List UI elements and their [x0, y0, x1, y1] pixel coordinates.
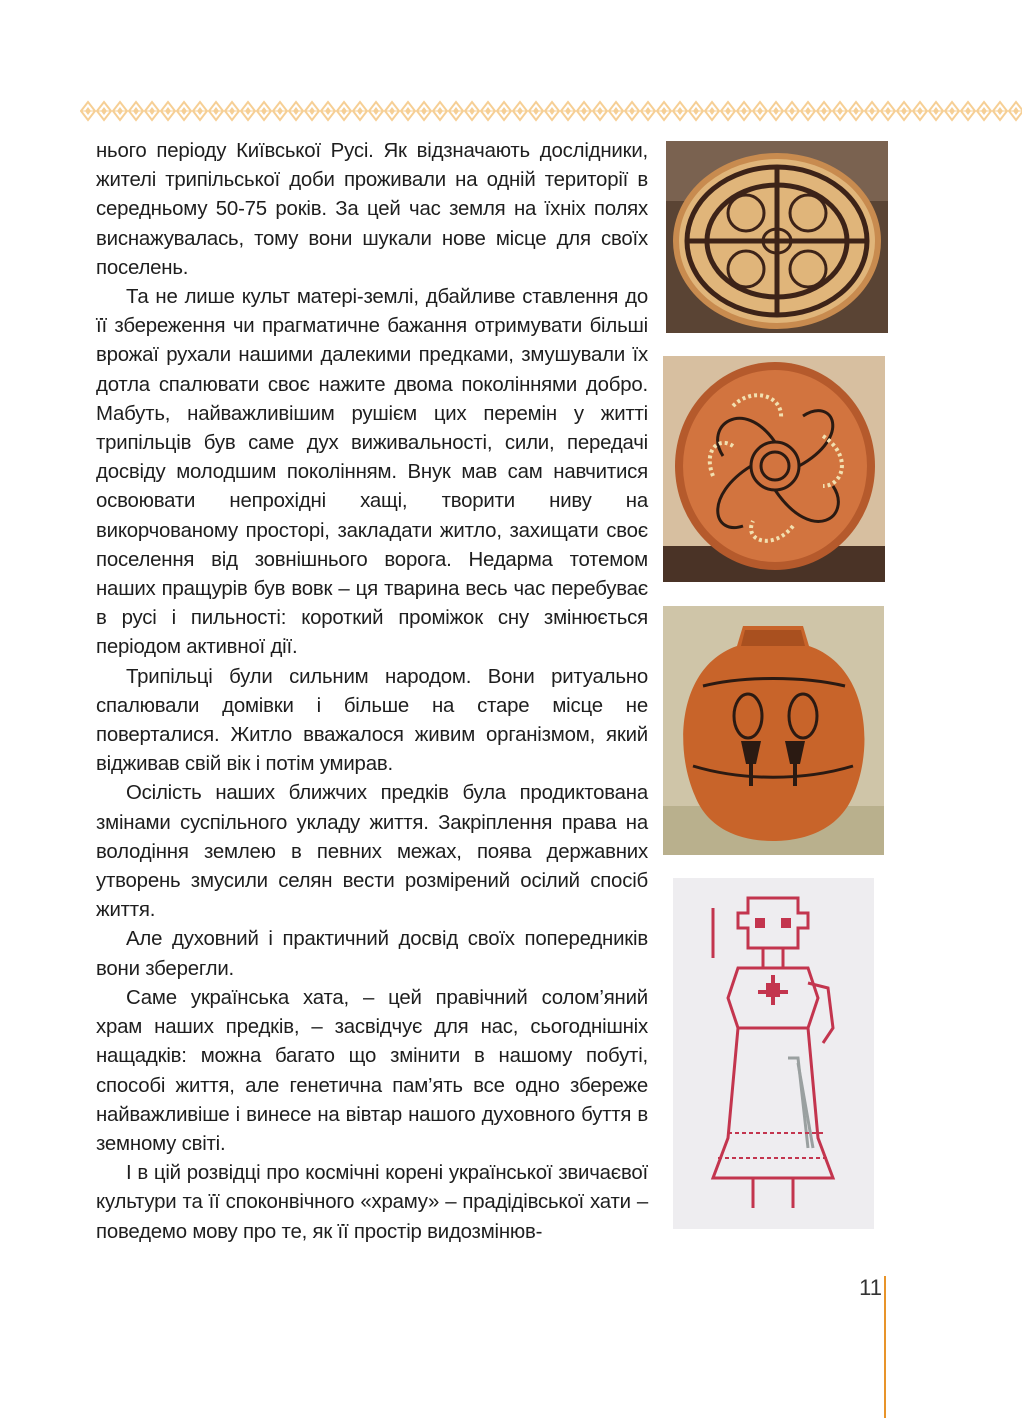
embroidered-figure-photo [673, 878, 874, 1229]
ornament-border [80, 100, 1022, 122]
paragraph: нього періоду Київської Русі. Як відзначають дослідники, жителі трипільської доби проживали на одній території в середньому 50-75 років. За цей час земля на їхніх полях виснажувалась, тому вони шукали нове місце для своїх поселень. [96, 140, 648, 279]
paragraph: Трипільці були сильним народом. Вони ритуально спалювали домівки і більше на старе місце не поверталися. Житло вважалося живим організмом, який відживав свій вік і потім умирав. [96, 665, 648, 776]
paragraph: Осілість наших ближчих предків була продиктована змінами суспільного укладу життя. Закріплення права на володіння землею в певних межах, поява державних утворень змусили селян вести розмірений осілий спосіб життя. [96, 782, 648, 922]
paragraph: І в цій розвідці про космічні корені української звичаєвої культури та її споконвічного «храму» – прадідівської хати – поведемо мову про те, як її простір видозмінюв- [96, 1162, 648, 1243]
paragraph: Та не лише культ матері-землі, дбайливе ставлення до її збереження чи прагматичне бажання отримувати більші врожаї рухали нашими далекими предками, змушували їх дотла спалювати своє нажите двома поколіннями добро. Мабуть, найважливішим рушієм цих перемін у житті трипільців був саме дух виживальності, сили, передачі досвіду молодшим поколінням. Внук мав сам навчитися освоювати непрохідні хащі, творити ниву на викорчованому просторі, закладати житло, захищати своє поселення від зовнішнього ворога. Недарма тотемом наших пращурів був вовк – ця тварина весь час перебуває в русі і пильності: короткий проміжок сну змінюється періодом активної дії. [96, 286, 648, 659]
page-rule [884, 1276, 886, 1418]
paragraph: Але духовний і практичний досвід своїх попередників вони зберегли. [96, 928, 648, 980]
trypillian-vessel-photo [663, 606, 884, 855]
paragraph: Саме українська хата, – цей правічний солом’яний храм наших предків, – засвідчує для нас, сьогоднішніх нащадків: можна багато що змінити в нашому побуті, способі життя, але генетична пам’ять все одно збереже найважливіше і винесе на вівтар нашого духовного буття в земному світі. [96, 986, 648, 1155]
orange-plate-photo [663, 356, 885, 582]
trypillian-bowl-photo [666, 141, 888, 333]
main-text [96, 137, 648, 1247]
page-number: 11 [859, 1275, 882, 1300]
